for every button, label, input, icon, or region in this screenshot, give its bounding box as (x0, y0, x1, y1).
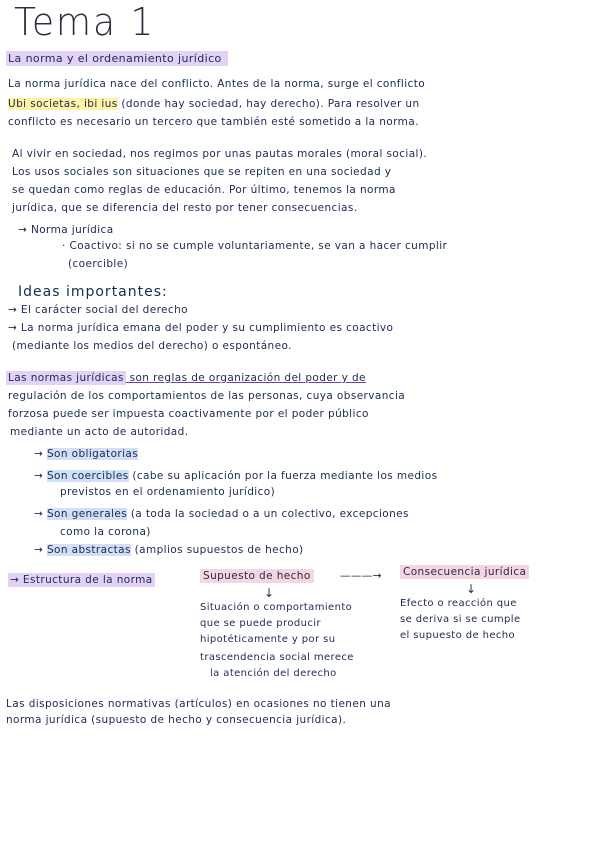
p1-line-2 (8, 98, 420, 110)
estructura-arrow: ———→ (340, 570, 382, 582)
def-line-3: forzosa puede ser impuesta coactivamente por el poder público (8, 408, 369, 420)
con-desc-1: Efecto o reacción que (400, 598, 517, 609)
sup-desc-3: hipotéticamente y por su (200, 634, 336, 645)
sup-desc-4: trascendencia social merece (200, 652, 354, 663)
arrow-icon: → (34, 508, 44, 520)
latin-phrase: Ubi societas, ibi ius (8, 98, 118, 110)
prop-generales-cont: como la corona) (60, 526, 151, 538)
page-title: Tema 1 (14, 0, 156, 44)
def-highlight: Las normas jurídicas (8, 372, 124, 384)
p2-line-1: Al vivir en sociedad, nos regimos por unas pautas morales (moral social). (12, 148, 428, 160)
prop-desc: (amplios supuestos de hecho) (130, 544, 304, 556)
section-heading (6, 52, 228, 65)
arrow-icon: → (34, 544, 44, 556)
p2-line-3: se quedan como reglas de educación. Por último, tenemos la norma (12, 184, 396, 196)
sup-desc-5: la atención del derecho (210, 668, 337, 679)
ideas-item-3: (mediante los medios del derecho) o espontáneo. (12, 340, 292, 352)
norma-bullet-cont: (coercible) (68, 258, 129, 270)
p1-line-3: conflicto es necesario un tercero que también esté sometido a la norma. (8, 116, 419, 128)
final-line-1: Las disposiciones normativas (artículos) en ocasiones no tienen una (6, 698, 391, 710)
prop-obligatorias (34, 448, 138, 460)
prop-coercibles (34, 470, 437, 482)
ideas-item-2: → La norma jurídica emana del poder y su cumplimiento es coactivo (8, 322, 394, 334)
con-desc-3: el supuesto de hecho (400, 630, 516, 641)
prop-label: Son abstractas (46, 544, 131, 556)
p2-line-2: Los usos sociales son situaciones que se repiten en una sociedad y (12, 166, 392, 178)
def-line-1-rest: son reglas de organización del poder y de (125, 372, 366, 384)
prop-label: Son obligatorias (46, 448, 139, 460)
estructura-text: → Estructura de la norma (10, 574, 153, 586)
sup-desc-2: que se puede producir (200, 618, 321, 629)
def-line-4: mediante un acto de autoridad. (10, 426, 189, 438)
p1-line-2-rest: (donde hay sociedad, hay derecho). Para resolver un (117, 98, 420, 110)
ideas-heading: Ideas importantes: (18, 284, 168, 300)
prop-label: Son generales (46, 508, 128, 520)
def-line-2: regulación de los comportamientos de las personas, cuya observancia (8, 390, 406, 402)
prop-label: Son coercibles (46, 470, 129, 482)
supuesto-box (200, 570, 314, 582)
ideas-item-1: → El carácter social del derecho (8, 304, 188, 316)
down-arrow-icon: ↓ (264, 586, 275, 600)
final-line-2: norma jurídica (supuesto de hecho y consecuencia jurídica). (6, 714, 347, 726)
arrow-icon: → (34, 470, 44, 482)
norma-label: Norma jurídica (30, 224, 114, 236)
prop-coercibles-cont: previstos en el ordenamiento jurídico) (60, 486, 276, 498)
heading-text: La norma y el ordenamiento jurídico (6, 51, 228, 66)
prop-generales (34, 508, 409, 520)
p1-line-1: La norma jurídica nace del conflicto. Antes de la norma, surge el conflicto (8, 78, 426, 90)
estructura-label (8, 574, 155, 586)
sup-desc-1: Situación o comportamiento (200, 602, 353, 613)
def-line-1 (6, 372, 366, 384)
prop-abstractas (34, 544, 304, 556)
down-arrow-icon: ↓ (466, 582, 477, 596)
supuesto-label: Supuesto de hecho (200, 569, 314, 583)
con-desc-2: se deriva si se cumple (400, 614, 521, 625)
prop-desc: (a toda la sociedad o a un colectivo, excepciones (127, 508, 409, 520)
consecuencia-label: Consecuencia jurídica (400, 565, 529, 579)
norma-item (18, 224, 114, 236)
norma-bullet: · Coactivo: si no se cumple voluntariamente, se van a hacer cumplir (62, 240, 448, 252)
arrow-icon: → (18, 224, 28, 236)
prop-desc: (cabe su aplicación por la fuerza mediante los medios (128, 470, 438, 482)
arrow-icon: → (34, 448, 44, 460)
p2-line-4: jurídica, que se diferencia del resto por tener consecuencias. (12, 202, 358, 214)
consecuencia-box (400, 566, 529, 578)
